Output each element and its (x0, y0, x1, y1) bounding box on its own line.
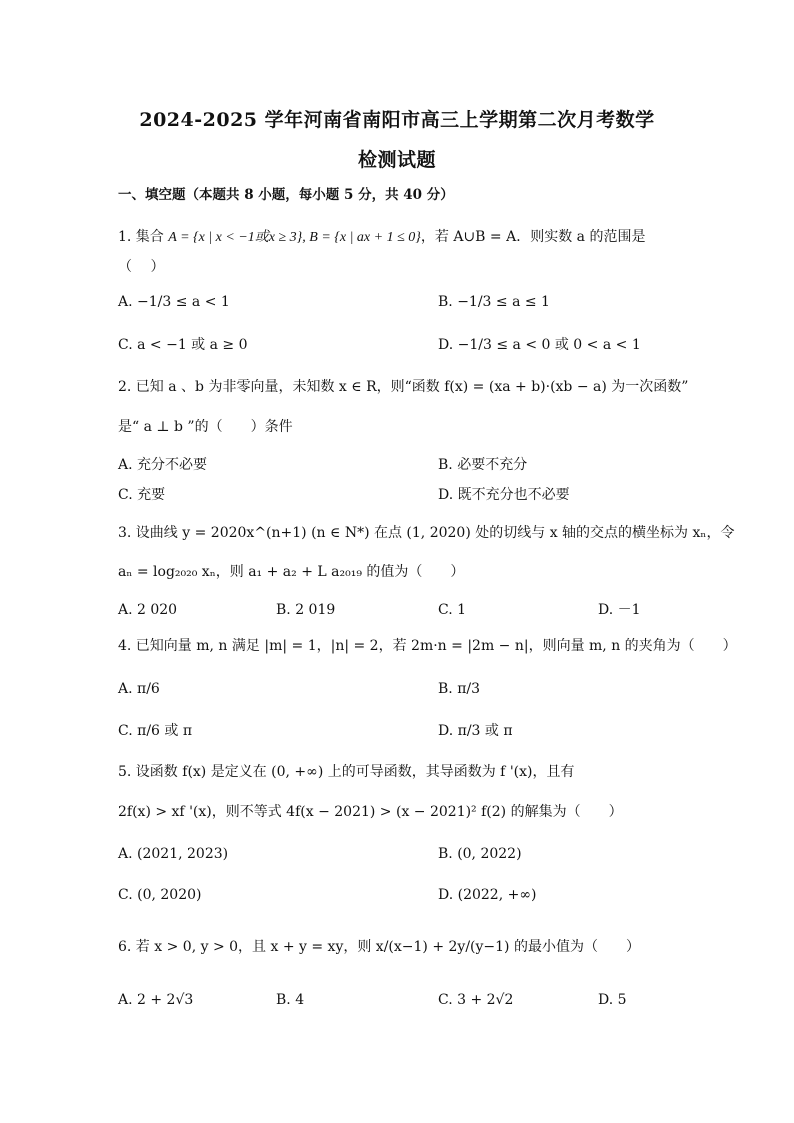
question-6-option-d: D. 5 (598, 992, 627, 1008)
question-1-option-d: D. −1/3 ≤ a < 0 或 0 < a < 1 (438, 337, 641, 353)
question-1-bracket: （ ） (118, 259, 165, 275)
question-4-option-b: B. π/3 (438, 681, 481, 697)
question-2-option-c: C. 充要 (118, 487, 166, 503)
question-5-stem: 5. 设函数 f(x) 是定义在 (0, +∞) 上的可导函数，其导函数为 f '(x)，且有 (118, 764, 575, 780)
page-subtitle: 检测试题 (357, 149, 436, 171)
question-5-stem-line2: 2f(x) > xf '(x)，则不等式 4f(x − 2021) > (x − 2021)² f(2) 的解集为（ ） (118, 804, 623, 820)
question-6-option-c: C. 3 + 2√2 (438, 992, 514, 1008)
page-title: 2024-2025 学年河南省南阳市高三上学期第二次月考数学 (139, 109, 655, 131)
question-1-prefix: 1. 集合 (118, 229, 164, 245)
question-3-option-b: B. 2 019 (276, 602, 336, 618)
question-4-option-a: A. π/6 (118, 681, 160, 697)
question-6-option-b: B. 4 (276, 992, 305, 1008)
question-6-option-a: A. 2 + 2√3 (118, 992, 194, 1008)
question-1-option-a: A. −1/3 ≤ a < 1 (118, 294, 230, 310)
question-5-option-b: B. (0, 2022) (438, 846, 522, 862)
question-4-stem: 4. 已知向量 m, n 满足 |m| = 1，|n| = 2，若 2m·n = |2m − n|，则向量 m, n 的夹角为（ ） (118, 638, 737, 654)
question-3-option-d: D. －1 (598, 602, 641, 618)
question-5-option-c: C. (0, 2020) (118, 887, 202, 903)
question-2-option-b: B. 必要不充分 (438, 457, 528, 473)
question-2-stem-line2: 是“ a ⊥ b ”的（ ）条件 (118, 419, 293, 435)
question-3-stem: 3. 设曲线 y = 2020x^(n+1) (n ∈ N*) 在点 (1, 2020) 处的切线与 x 轴的交点的横坐标为 xₙ，令 (118, 525, 735, 541)
question-1-option-b: B. −1/3 ≤ a ≤ 1 (438, 294, 550, 310)
question-3-option-a: A. 2 020 (118, 602, 178, 618)
section-heading: 一、填空题（本题共 8 小题，每小题 5 分，共 40 分） (118, 187, 454, 203)
question-2-option-a: A. 充分不必要 (118, 457, 208, 473)
question-1-suffix: ，若 A∪B = A．则实数 a 的范围是 (420, 229, 646, 245)
question-1-math: A = {x | x < −1或x ≥ 3}, B = {x | ax + 1 ≤ 0} (168, 230, 421, 245)
question-4-option-c: C. π/6 或 π (118, 723, 193, 739)
question-5-option-a: A. (2021, 2023) (118, 846, 229, 862)
question-1-option-c: C. a < −1 或 a ≥ 0 (118, 337, 248, 353)
question-4-option-d: D. π/3 或 π (438, 723, 513, 739)
question-3-option-c: C. 1 (438, 602, 467, 618)
question-2-option-d: D. 既不充分也不必要 (438, 487, 570, 503)
question-3-stem-line2: aₙ = log₂₀₂₀ xₙ，则 a₁ + a₂ + L a₂₀₁₉ 的值为（ ） (118, 564, 465, 580)
question-5-option-d: D. (2022, +∞) (438, 887, 537, 903)
question-6-stem: 6. 若 x > 0, y > 0，且 x + y = xy，则 x/(x−1) + 2y/(y−1) 的最小值为（ ） (118, 939, 640, 955)
question-2-stem: 2. 已知 a 、b 为非零向量，未知数 x ∈ R，则“函数 f(x) = (xa + b)·(xb − a) 为一次函数” (118, 379, 689, 395)
question-1-stem (118, 228, 645, 247)
